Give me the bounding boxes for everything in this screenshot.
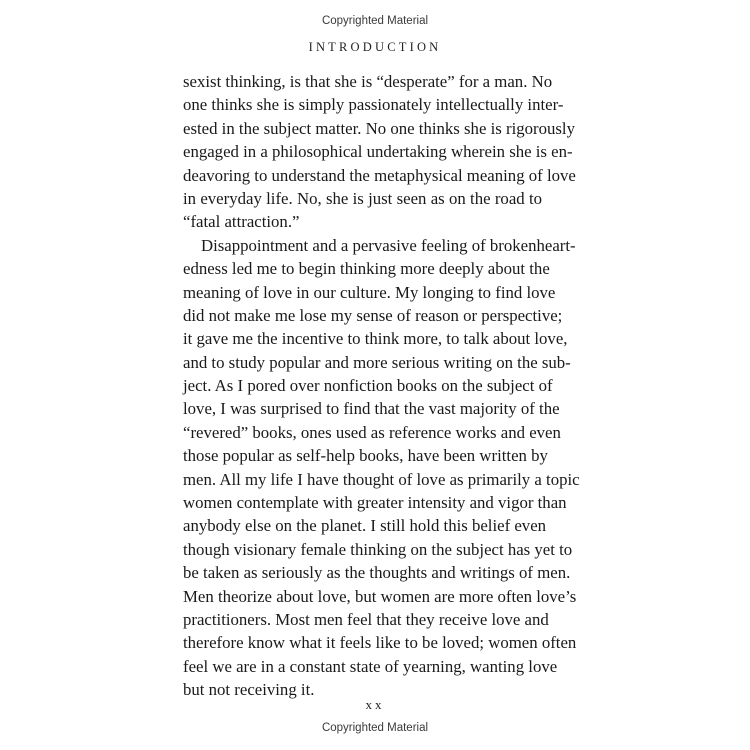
text-line: in everyday life. No, she is just seen as on the road to [183,188,542,208]
text-line: though visionary female thinking on the subject has yet to [183,539,573,559]
text-line: ject. As I pored over nonfiction books on the subject of [183,376,553,396]
paragraph [183,70,576,234]
text-line: ested in the subject matter. No one thinks she is rigorously [183,118,575,138]
text-line: women contemplate with greater intensity and vigor than [183,493,567,513]
text-line: engaged in a philosophical undertaking wherein she is en- [183,142,573,162]
text-line: Men theorize about love, but women are more often love’s [183,586,577,606]
text-line: anybody else on the planet. I still hold this belief even [183,516,547,536]
text-line: be taken as seriously as the thoughts and writings of men. [183,563,571,583]
paragraph [183,234,580,702]
text-line: those popular as self-help books, have been written by [183,446,548,466]
text-line: “revered” books, ones used as reference works and even [183,422,561,442]
running-head: INTRODUCTION [308,40,442,54]
text-line: Disappointment and a pervasive feeling of brokenheart- [201,235,576,255]
page-number: xx [365,697,385,712]
text-line: and to study popular and more serious writing on the sub- [183,352,571,372]
text-line: therefore know what it feels like to be loved; women often [183,633,577,653]
text-line: love, I was surprised to find that the vast majority of the [183,399,560,419]
copyright-watermark-top: Copyrighted Material [321,15,429,27]
body-text [183,70,580,702]
text-line: “fatal attraction.” [183,212,300,232]
text-line: practitioners. Most men feel that they receive love and [183,609,549,629]
text-line: it gave me the incentive to think more, to talk about love, [183,329,568,349]
text-line: but not receiving it. [183,680,315,700]
text-line: men. All my life I have thought of love as primarily a topic [183,469,580,489]
text-line: meaning of love in our culture. My longing to find love [183,282,556,302]
text-line: edness led me to begin thinking more deeply about the [183,259,550,279]
text-line: did not make me lose my sense of reason or perspective; [183,305,563,325]
copyright-watermark-bottom: Copyrighted Material [321,722,429,734]
text-line: deavoring to understand the metaphysical meaning of love [183,165,576,185]
text-line: sexist thinking, is that she is “desperate” for a man. No [183,72,553,91]
text-line: feel we are in a constant state of yearning, wanting love [183,656,558,676]
text-line: one thinks she is simply passionately intellectually inter- [183,95,564,115]
